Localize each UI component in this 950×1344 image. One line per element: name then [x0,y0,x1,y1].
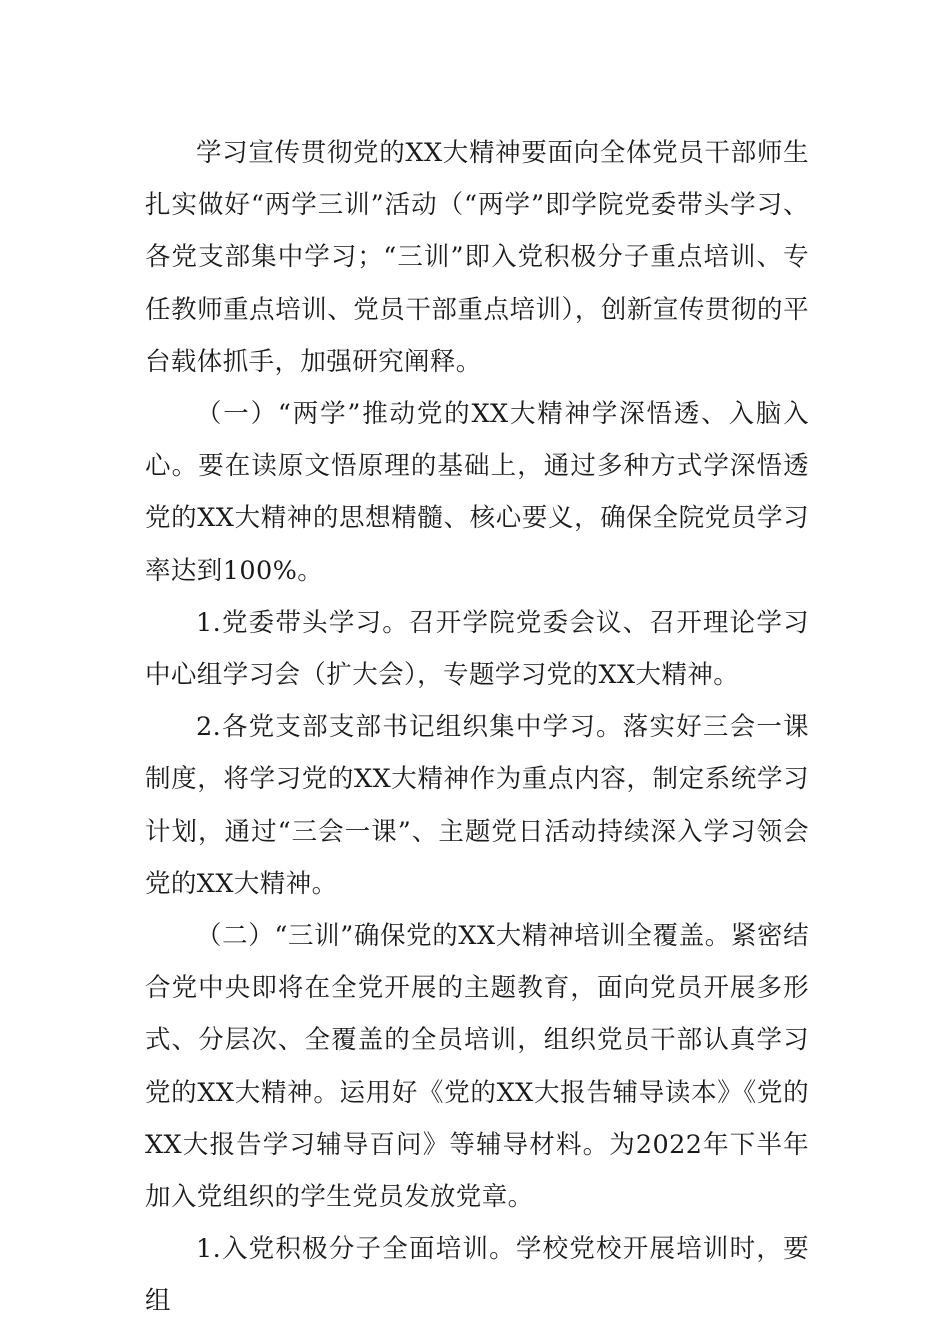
paragraph-item-branch-study: 2.各党支部支部书记组织集中学习。落实好三会一课制度，将学习党的XX大精神作为重点内容，制定系统学习计划，通过“三会一课”、主题党日活动持续深入学习领会党的XX大精神。 [145,712,809,899]
paragraph-section-two-heading: （二）“三训”确保党的XX大精神培训全覆盖。紧密结合党中央即将在全党开展的主题教育，面向党员开展多形式、分层次、全覆盖的全员培训，组织党员干部认真学习党的XX大精神。运用好《党的XX大报告辅导读本》《党的XX大报告学习辅导百问》等辅导材料。为2022年下半年加入党组织的学生党员发放党章。 [145,921,809,1213]
paragraph-intro: 学习宣传贯彻党的XX大精神要面向全体党员干部师生扎实做好“两学三训”活动（“两学”即学院党委带头学习、各党支部集中学习；“三训”即入党积极分子重点培训、专任教师重点培训、党员干部重点培训），创新宣传贯彻的平台载体抓手，加强研究阐释。 [145,138,809,377]
document-body [145,127,809,1328]
paragraph-section-one-heading: （一）“两学”推动党的XX大精神学深悟透、入脑入心。要在读原文悟原理的基础上，通过多种方式学深悟透党的XX大精神的思想精髓、核心要义，确保全院党员学习率达到100%。 [145,399,809,586]
paragraph-item-party-committee: 1.党委带头学习。召开学院党委会议、召开理论学习中心组学习会（扩大会），专题学习党的XX大精神。 [145,607,809,691]
paragraph-item-activist-training: 1.入党积极分子全面培训。学校党校开展培训时，要组 [145,1234,809,1317]
